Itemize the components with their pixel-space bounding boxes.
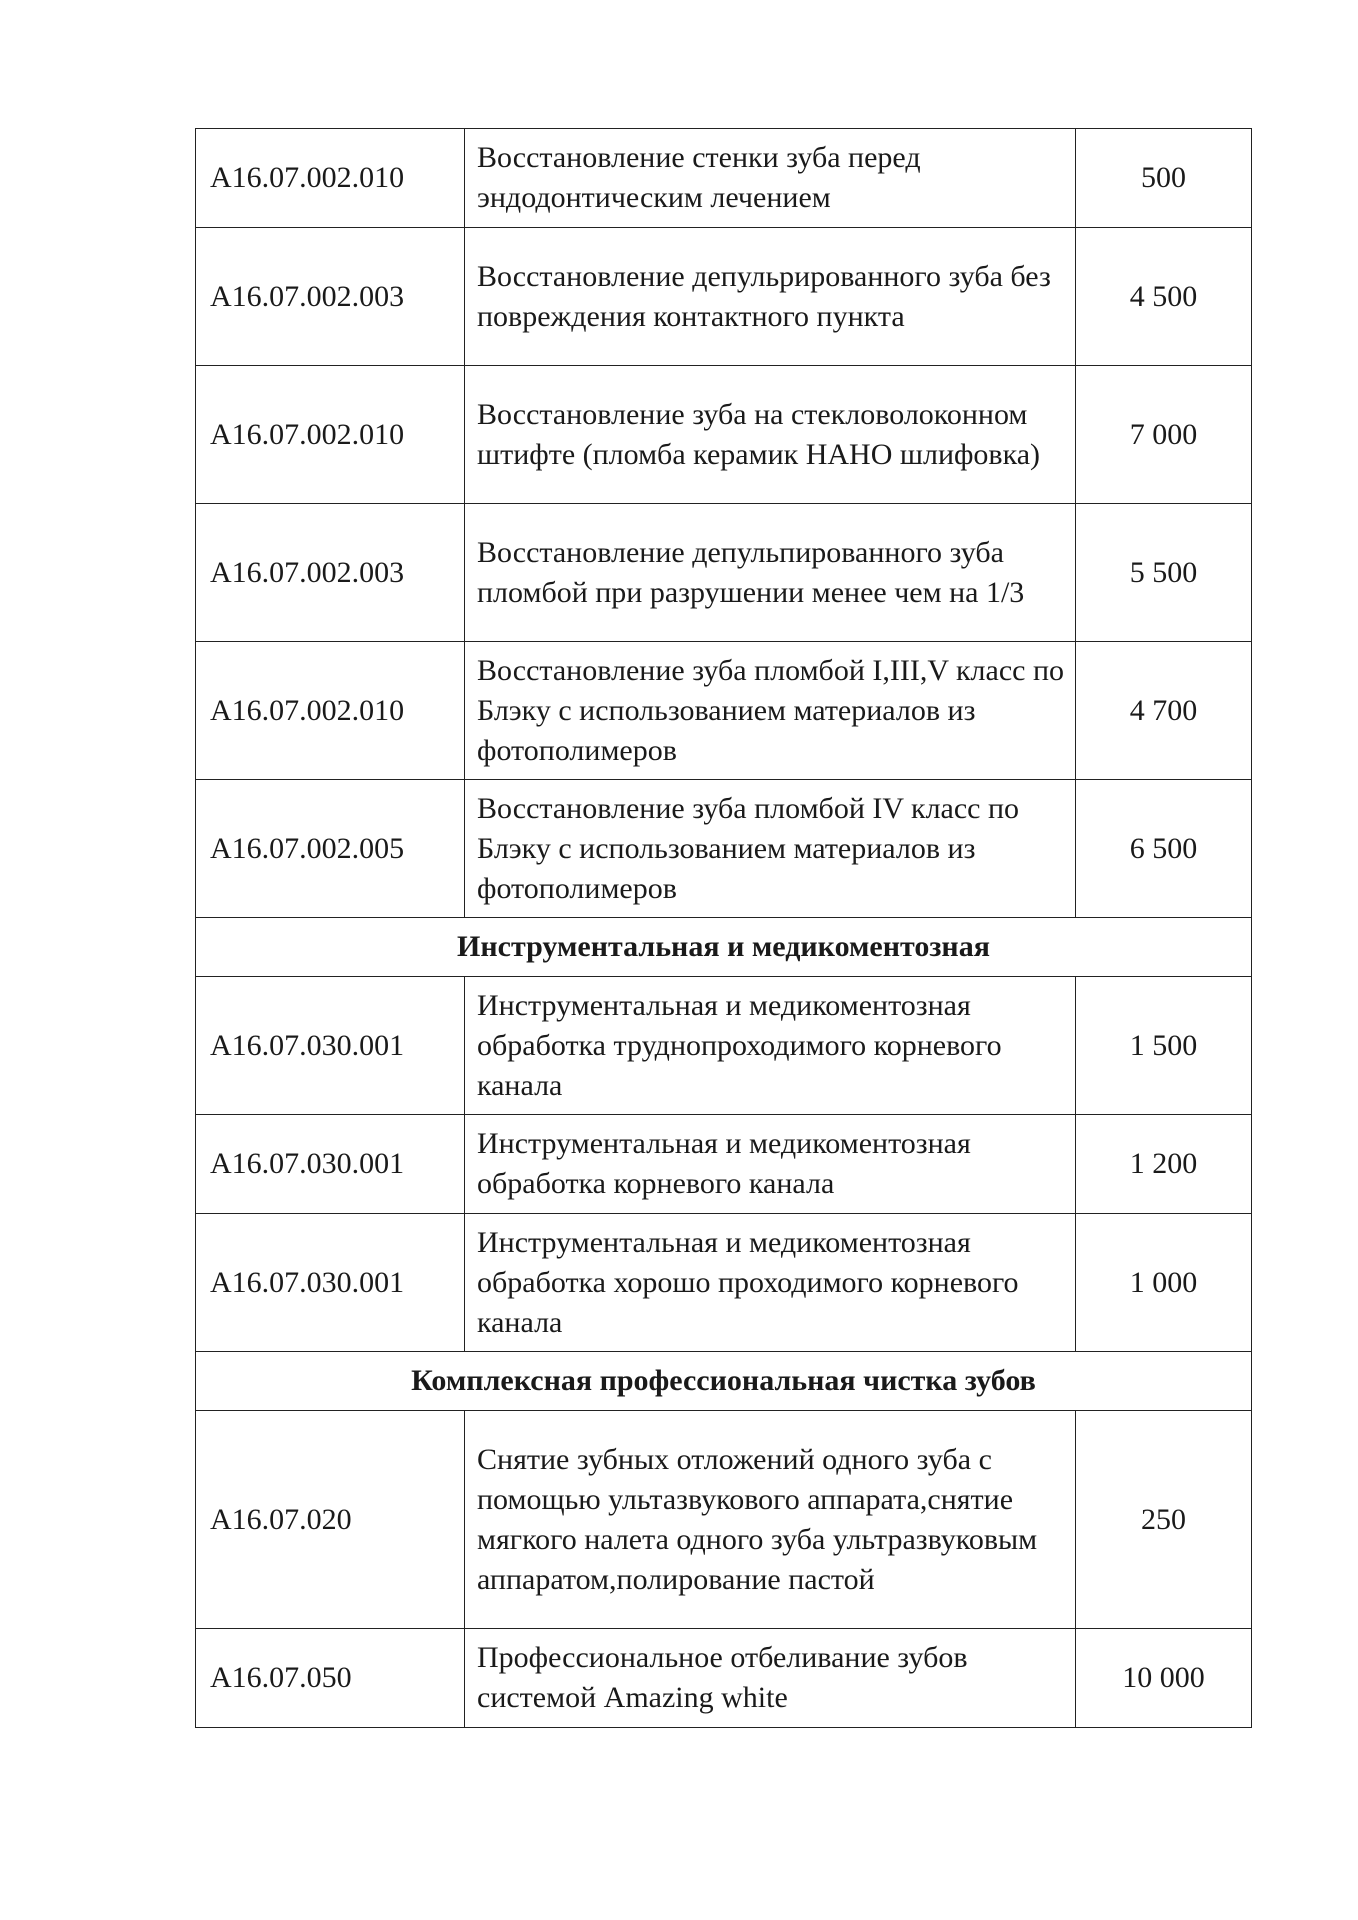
service-price: 250 [1076,1411,1252,1629]
table-row [196,642,1252,780]
service-description: Восстановление зуба пломбой IV класс по Блэку с использованием материалов из фотополимеров [465,780,1076,918]
table-row [196,129,1252,228]
service-description: Инструментальная и медикоментозная обработка труднопроходимого корневого канала [465,977,1076,1115]
service-price: 1 000 [1076,1214,1252,1352]
service-code: А16.07.030.001 [196,1214,465,1352]
table-row [196,1629,1252,1728]
service-description: Восстановление зуба на стекловолоконном штифте (пломба керамик НАНО шлифовка) [465,366,1076,504]
service-code: А16.07.002.003 [196,504,465,642]
service-description: Инструментальная и медикоментозная обработка хорошо проходимого корневого канала [465,1214,1076,1352]
service-price: 1 200 [1076,1115,1252,1214]
service-code: А16.07.002.005 [196,780,465,918]
service-description: Инструментальная и медикоментозная обработка корневого канала [465,1115,1076,1214]
service-code: А16.07.020 [196,1411,465,1629]
service-code: А16.07.050 [196,1629,465,1728]
service-description: Снятие зубных отложений одного зуба с помощью ультазвукового аппарата,снятие мягкого налета одного зуба ультразвуковым аппаратом,полирование пастой [465,1411,1076,1629]
service-code: А16.07.030.001 [196,1115,465,1214]
service-price: 4 700 [1076,642,1252,780]
service-description: Восстановление зуба пломбой I,III,V класс по Блэку с использованием материалов из фотополимеров [465,642,1076,780]
service-price: 4 500 [1076,228,1252,366]
table-row [196,977,1252,1115]
price-table [195,128,1252,1728]
service-code: А16.07.002.003 [196,228,465,366]
service-code: А16.07.030.001 [196,977,465,1115]
service-description: Профессиональное отбеливание зубов системой Amazing white [465,1629,1076,1728]
table-row [196,366,1252,504]
service-price: 5 500 [1076,504,1252,642]
service-price: 7 000 [1076,366,1252,504]
section-header-row [196,918,1252,977]
service-description: Восстановление депульрированного зуба без повреждения контактного пункта [465,228,1076,366]
service-description: Восстановление стенки зуба перед эндодонтическим лечением [465,129,1076,228]
service-code: А16.07.002.010 [196,642,465,780]
service-price: 1 500 [1076,977,1252,1115]
service-price: 10 000 [1076,1629,1252,1728]
table-row [196,1411,1252,1629]
section-title: Инструментальная и медикоментозная [196,918,1252,977]
service-price: 6 500 [1076,780,1252,918]
table-row [196,228,1252,366]
price-table-body [196,129,1252,1728]
service-code: А16.07.002.010 [196,366,465,504]
section-title: Комплексная профессиональная чистка зубов [196,1352,1252,1411]
service-description: Восстановление депульпированного зуба пломбой при разрушении менее чем на 1/3 [465,504,1076,642]
section-header-row [196,1352,1252,1411]
table-row [196,504,1252,642]
table-row [196,1214,1252,1352]
table-row [196,780,1252,918]
service-price: 500 [1076,129,1252,228]
table-row [196,1115,1252,1214]
service-code: А16.07.002.010 [196,129,465,228]
